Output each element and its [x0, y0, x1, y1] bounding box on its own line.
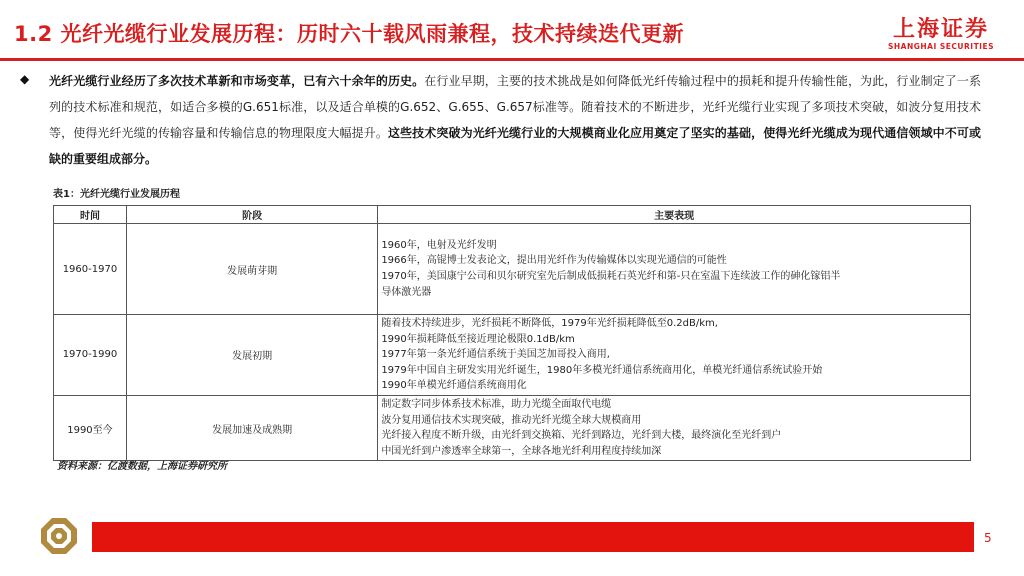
event-line: 1990年单模光纤通信系统商用化: [381, 380, 527, 392]
row-time: 1970-1990: [54, 315, 127, 396]
header-events: 主要表现: [378, 206, 971, 224]
intro-paragraph: [49, 68, 981, 172]
page-number: 5: [984, 531, 992, 545]
event-line: 导体激光器: [381, 286, 432, 298]
event-line: 1970年，美国康宁公司和贝尔研究室先后制成低损耗石英光纤和第-只在室温下连续波工作的砷化镓铝半: [381, 271, 841, 282]
event-line: 随着技术持续进步，光纤损耗不断降低，1979年光纤损耗降低至0.2dB/km,: [381, 318, 718, 329]
octagon-emblem-icon: [40, 517, 78, 555]
page-title: 1.2 光纤光缆行业发展历程：历时六十载风雨兼程，技术持续迭代更新: [14, 22, 685, 46]
event-line: 中国光纤到户渗透率全球第一，全球各地光纤利用程度持续加深: [381, 445, 662, 457]
header-stage: 阶段: [126, 206, 377, 224]
intro-bold-tail: 这些技术突破为光纤光缆行业的大规模商业化应用奠定了坚实的基础，使得光纤光缆成为现代通信领域中不可或缺的重要组成部分。: [49, 126, 981, 166]
logo-text-cn: 上海证券: [892, 17, 989, 42]
table-row: [54, 224, 971, 315]
row-stage: 发展初期: [126, 315, 377, 396]
event-line: 1977年第一条光纤通信系统于美国芝加哥投入商用,: [381, 349, 610, 361]
row-time: 1990至今: [54, 395, 127, 460]
row-time: 1960-1970: [54, 224, 127, 315]
event-line: 1979年中国自主研发实用光纤诞生，1980年多模光纤通信系统商用化，单模光纤通信系统试验开始: [381, 364, 823, 376]
history-table: [53, 205, 971, 461]
table-header-row: [54, 206, 971, 224]
event-line: 波分复用通信技术实现突破，推动光纤光缆全球大规模商用: [381, 414, 642, 426]
row-stage: 发展萌芽期: [126, 224, 377, 315]
row-events: [378, 224, 971, 315]
event-line: 制定数字同步体系技术标准，助力光缆全面取代电缆: [381, 398, 612, 410]
event-line: 1990年损耗降低至接近理论极限0.1dB/km: [381, 333, 575, 345]
intro-body: 在行业早期，主要的技术挑战是如何降低光纤传输过程中的损耗和提升传输性能，为此，行业制定了一系列的技术标准和规范，如适合多模的G.651标准，以及适合单模的G.652、G.655、G.657标准等。随着技术的不断进步，光纤光缆行业实现了多项技术突破，如波分复用技术等，使得光纤光缆的传输容量和传输信息的物理限度大幅提升。: [49, 74, 981, 140]
row-events: [378, 395, 971, 460]
table-caption: 表1：光纤光缆行业发展历程: [53, 189, 180, 200]
table-row: [54, 315, 971, 396]
row-stage: 发展加速及成熟期: [126, 395, 377, 460]
source-note: 资料来源：亿渡数据，上海证券研究所: [57, 461, 227, 472]
footer-bar: [92, 522, 974, 552]
shanghai-securities-logo: [888, 18, 994, 51]
intro-bold-lead: 光纤光缆行业经历了多次技术革新和市场变革，已有六十余年的历史。: [49, 74, 425, 88]
event-line: 光纤接入程度不断升级，由光纤到交换箱、光纤到路边，光纤到大楼，最终演化至光纤到户: [381, 430, 782, 442]
row-events: [378, 315, 971, 396]
header-divider: [0, 58, 1024, 61]
table-row: [54, 395, 971, 460]
diamond-bullet-icon: ◆: [20, 72, 30, 86]
logo-text-en: SHANGHAI SECURITIES: [887, 42, 994, 51]
event-line: 1966年，高锟博士发表论文，提出用光纤作为传输媒体以实现光通信的可能性: [381, 255, 727, 267]
header-time: 时间: [54, 206, 127, 224]
event-line: 1960年，电射及光纤发明: [381, 239, 497, 251]
